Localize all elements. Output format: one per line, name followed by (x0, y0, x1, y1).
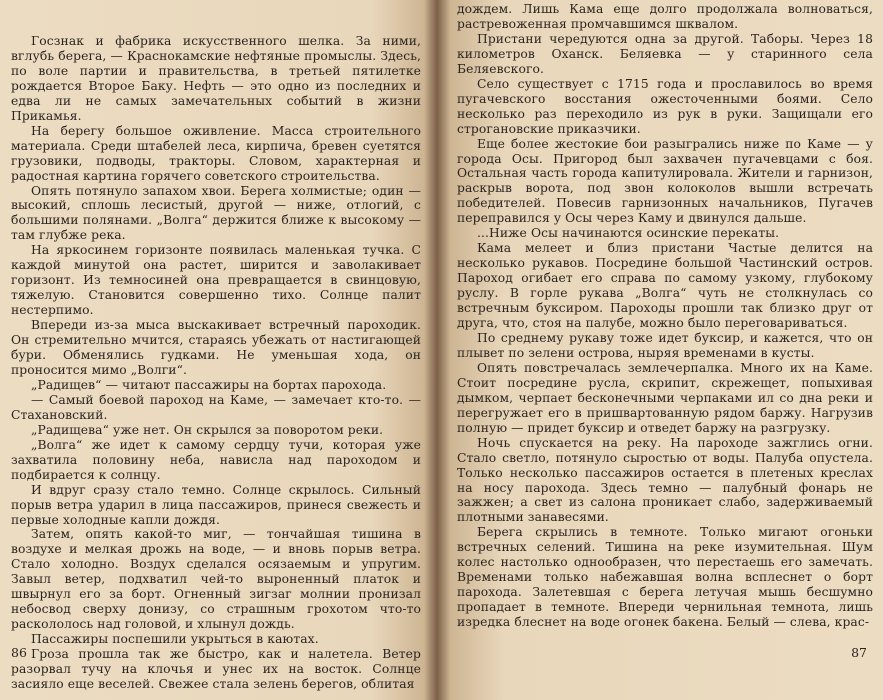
paragraph: Затем, опять какой-то миг, — тончайшая тишина в воздухе и мелкая дрожь на воде, — и вновь порыв ветра. Стало холодно. Воздух сделался осязаемым и упругим. Завыл ветер, подхватил чей-то выроненный платок и швырнул его за борт. Огненный зигзаг молнии пронизал небосвод сверху донизу, со страшным грохотом что-то раскололось над головой, и хлынул дождь. (11, 527, 421, 632)
paragraph: Кама мелеет и близ пристани Частые делится на несколько рукавов. Посредине большой Частинский остров. Пароход огибает его справа по самому узкому, глубокому руслу. В горле рукава „Волга“ чуть не столкнулась со встречным буксиром. Пароходы прошли так близко друг от друга, что, стоя на палубе, можно было переговариваться. (457, 241, 873, 331)
paragraph: Еще более жестокие бои разыгрались ниже по Каме — у города Осы. Пригород был захвачен пугачевцами с боя. Остальная часть города капитулировала. Жители и гарнизон, раскрыв ворота, под звон колоколов вышли встречать победителей. Повесив гарнизонных начальников, Пугачев переправился у Осы через Каму и двинулся дальше. (457, 136, 873, 226)
paragraph-continuation: дождем. Лишь Кама еще долго продолжала волноваться, растревоженная промчавшимся шквалом. (457, 2, 873, 31)
paragraph: „Радищев“ — читают пассажиры на бортах парохода. (31, 377, 387, 392)
paragraph: — Самый боевой пароход на Каме, — замечает кто-то. — Стахановский. (11, 392, 421, 422)
left-page-text (11, 34, 421, 692)
right-page (437, 0, 883, 700)
paragraph: Опять потянуло запахом хвои. Берега холмистые; один — высокий, сплошь лесистый, другой — ниже, отлогий, с большими полянами. „Волга“ держится ближе к высокому — там глубже река. (11, 183, 421, 243)
left-page (0, 0, 437, 700)
paragraph: Гроза прошла так же быстро, как и налетела. Ветер разорвал тучу на клочья и унес их на восток. Солнце засияло еще веселей. Свежее стала зелень берегов, облитая (11, 647, 421, 691)
paragraph: Пассажиры поспешили укрыться в каютах. (31, 632, 319, 647)
paragraph: И вдруг сразу стало темно. Солнце скрылось. Сильный порыв ветра ударил в лица пассажиров, принеся свежесть и первые холодные капли дождя. (11, 482, 421, 527)
paragraph: „Волга“ же идет к самому сердцу тучи, которая уже захватила половину неба, нависла над пароходом и подбирается к солнцу. (11, 437, 421, 482)
paragraph: На берегу большое оживление. Масса строительного материала. Среди штабелей леса, кирпича, бревен суетятся грузовики, подводы, тракторы. Словом, характерная и радостная картина горячего советского строительства. (11, 123, 421, 183)
paragraph: Госзнак и фабрика искусственного шелка. За ними, вглубь берега, — Краснокамские нефтяные промыслы. Здесь, по воле партии и правительства, в третьей пятилетке рождается Второе Баку. Нефть — это одно из последних и едва ли не самых замечательных событий в жизни Прикамья. (11, 34, 421, 123)
paragraph: Берега скрылись в темноте. Только мигают огоньки встречных селений. Тишина на реке изумительная. Шум колес настолько однообразен, что перестаешь его замечать. Временами только набежавшая волна всплеснет о борт парохода. Залетевшая с берега летучая мышь бесшумно пропадает в темноте. Впереди чернильная темнота, лишь изредка блеснет на воде огонек бакена. Белый — слева, крас- (457, 525, 873, 630)
paragraph: Опять повстречалась землечерпалка. Много их на Каме. Стоит посредине русла, скрипит, скрежещет, попыхивая дымком, черпает бесконечными черпаками ил со дна реки и перегружает его в пришвартованную рядом баржу. Нагрузив полную — придет буксир и отведет баржу на разгрузку. (457, 360, 873, 435)
page-number: 87 (851, 645, 867, 660)
right-page-text (457, 2, 873, 630)
paragraph: На яркосинем горизонте появилась маленькая тучка. С каждой минутой она растет, ширится и заволакивает горизонт. Из темносиней она превращается в свинцовую, тяжелую. Становится совершенно тихо. Солнце палит нестерпимо. (11, 243, 421, 318)
paragraph: По среднему рукаву тоже идет буксир, и кажется, что он плывет по зелени острова, ныряя временами в кусты. (457, 330, 873, 360)
paragraph: Пристани чередуются одна за другой. Таборы. Через 18 километров Оханск. Беляевка — у старинного села Беляевского. (457, 31, 873, 76)
paragraph: „Радищева“ уже нет. Он скрылся за поворотом реки. (31, 422, 384, 437)
paragraph: Впереди из-за мыса выскакивает встречный пароходик. Он стремительно мчится, стараясь убежать от настигающей бури. Обменялись гудками. Не уменьшая хода, он проносится мимо „Волги“. (11, 318, 421, 377)
paragraph: Ночь спускается на реку. На пароходе зажглись огни. Стало светло, потянуло сыростью от воды. Палуба опустела. Только несколько пассажиров остается в плетеных креслах на носу парохода. Здесь темно — палубный фонарь не зажжен; а свет из салона проникает слабо, задерживаемый плотными занавесями. (457, 435, 873, 525)
paragraph: ...Ниже Осы начинаются осинские перекаты. (477, 226, 780, 241)
page-number: 86 (11, 645, 27, 660)
paragraph: Село существует с 1715 года и прославилось во время пугачевского восстания ожесточенными боями. Село несколько раз переходило из рук в руки. Защищали его строгановские приказчики. (457, 76, 873, 136)
